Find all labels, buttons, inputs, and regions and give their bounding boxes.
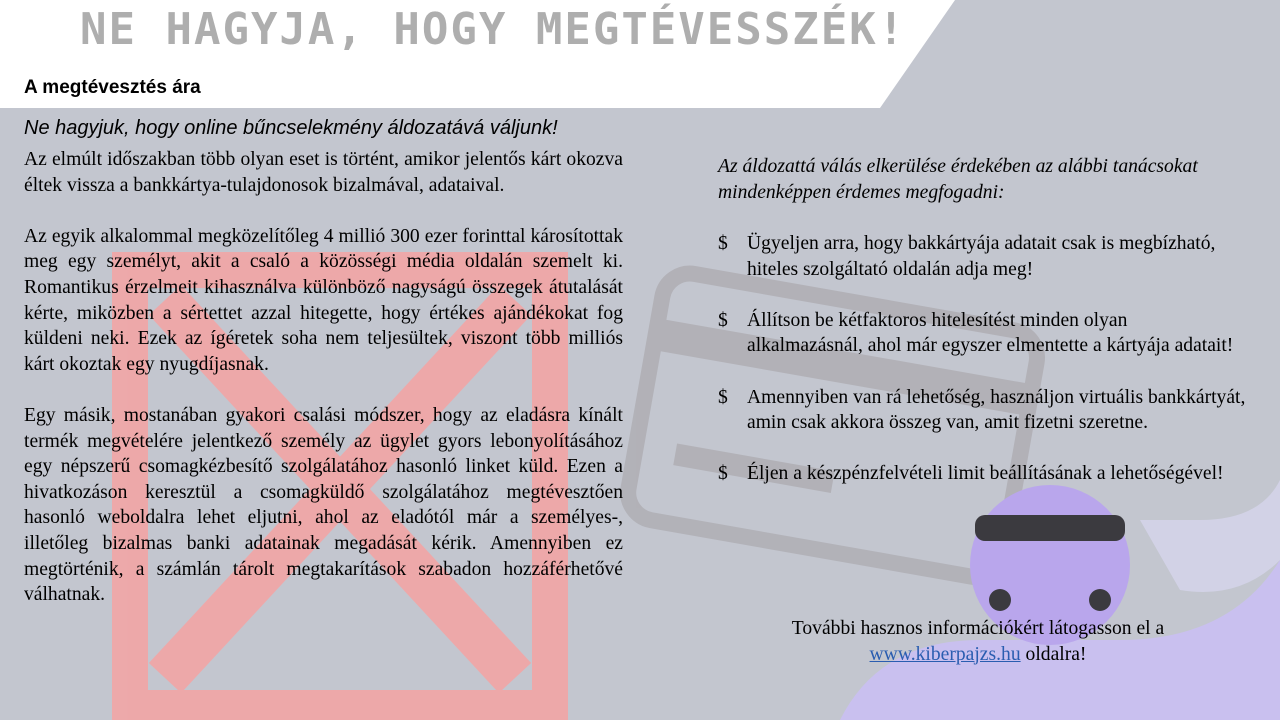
tip-text: Ügyeljen arra, hogy bakkártyája adatait csak is megbízható, hiteles szolgáltató oldalán adja meg! [747,233,1216,280]
left-column [24,147,623,633]
dollar-bullet-icon: $ [718,309,728,331]
list-item [718,231,1248,282]
dollar-bullet-icon: $ [718,233,728,254]
paragraph-intro: Az elmúlt időszakban több olyan eset is történt, amikor jelentős kárt okozva éltek vissza a bankkártya-tulajdonosok bizalmával, adataival. [24,149,623,196]
kiberpajzs-link[interactable]: www.kiberpajzs.hu [869,643,1021,665]
page-subtitle: Ne hagyjuk, hogy online bűncselekmény áldozatává váljunk! [24,117,558,139]
tip-text: Amennyiben van rá lehetőség, használjon virtuális bankkártyát, amin csak akkora összeg van, amit fizetni szeretne. [747,386,1246,434]
paragraph-parcel-scam: Egy másik, mostanában gyakori csalási módszer, hogy az eladásra kínált termék megvételére jelentkező személy az ügylet gyors lebonyolításához egy népszerű csomagkézbesítő szolgálatához hasonló linket küld. Ezen a hivatkozáson keresztül a csomagküldő szolgálatához megtévesztően hasonló weboldalra lehet eljutni, ahol az eladótól már a személyes-, illetőleg bizalmas banki adatainak megadását kérik. Amennyiben ez megtörténik, a számlán tárolt megtakarítások szabadon hozzáférhetővé válhatnak. [24,404,623,606]
tip-text: Éljen a készpénzfelvételi limit beállításának a lehetőségével! [747,463,1224,485]
banner-title: NE HAGYJA, HOGY MEGTÉVESSZÉK! [80,4,907,55]
list-item [718,385,1248,436]
footer-text-after: oldalra! [1025,643,1087,665]
list-item [718,461,1248,487]
paragraph-romance-scam: Az egyik alkalommal megközelítőleg 4 millió 300 ezer forinttal károsítottak meg egy személyt, akit a csaló a közösségi média oldalán szemelt ki. Romantikus érzelmeit kihasználva különböző nagyságú összegek átutalását kérte, miközben a sértettet azzal hitegette, hogy értékes ajándékokat fog küldeni neki. Ezek az ígéretek soha nem teljesültek, viszont több milliós kárt okoztak egy nyugdíjasnak. [24,225,623,375]
dollar-bullet-icon: $ [718,386,728,408]
page-title: A megtévesztés ára [24,77,201,98]
footer-note [718,616,1238,667]
tips-list [718,231,1248,513]
dollar-bullet-icon: $ [718,463,728,485]
tip-text: Állítson be kétfaktoros hitelesítést minden olyan alkalmazásnál, ahol már egyszer elmentette a kártyája adatait! [747,309,1234,357]
footer-text-before: További hasznos információkért látogasson el a [791,618,1165,639]
tips-intro: Az áldozattá válás elkerülése érdekében az alábbi tanácsokat mindenképpen érdemes megfogadni: [718,156,1198,203]
list-item [718,308,1248,359]
